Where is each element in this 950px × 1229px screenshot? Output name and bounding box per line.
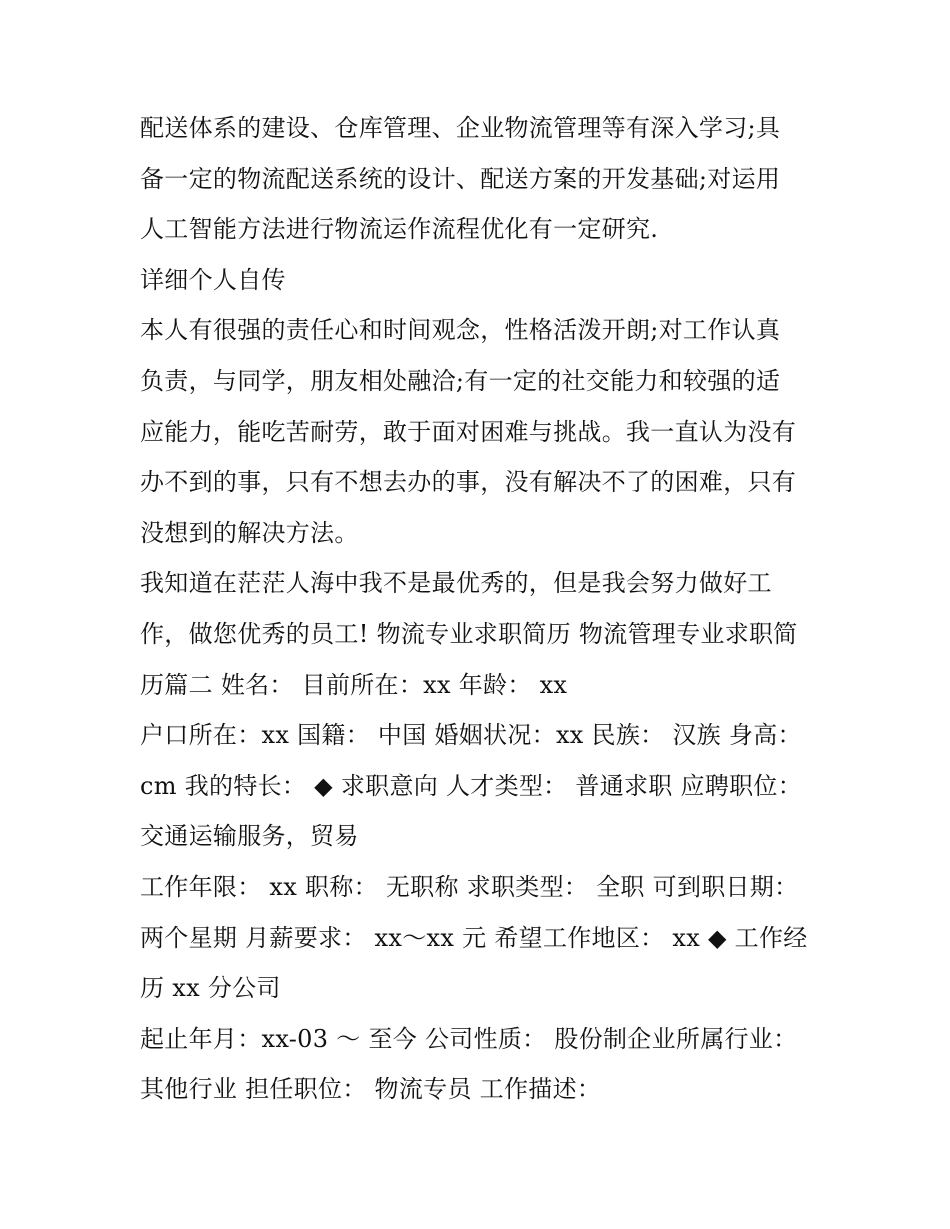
document-body	[140, 103, 820, 1115]
text-line: 交通运输服务，贸易	[140, 822, 359, 851]
text-line: 办不到的事，只有不想去办的事，没有解决不了的困难，只有	[140, 468, 797, 497]
text-line: cm 我的特长： ◆ 求职意向 人才类型： 普通求职 应聘职位：	[140, 771, 803, 800]
text-line: 工作年限： xx 职称： 无职称 求职类型： 全职 可到职日期：	[140, 872, 799, 901]
text-line: 两个星期 月薪要求： xx～xx 元 希望工作地区： xx ◆ 工作经	[140, 923, 808, 952]
text-line: 历篇二 姓名： 目前所在：xx 年龄： xx	[140, 670, 568, 699]
section-heading: 详细个人自传	[140, 265, 286, 294]
text-line: 人工智能方法进行物流运作流程优化有一定研究.	[140, 215, 659, 244]
text-line: 应能力，能吃苦耐劳，敢于面对困难与挑战。我一直认为没有	[140, 417, 797, 446]
text-line: 负责，与同学，朋友相处融洽;有一定的社交能力和较强的适	[140, 366, 781, 395]
text-line: 没想到的解决方法。	[140, 518, 359, 547]
text-line: 本人有很强的责任心和时间观念，性格活泼开朗;对工作认真	[140, 316, 781, 345]
text-line: 作，做您优秀的员工! 物流专业求职简历 物流管理专业求职简	[140, 619, 798, 648]
text-line: 备一定的物流配送系统的设计、配送方案的开发基础;对运用	[140, 164, 781, 193]
text-line: 起止年月：xx-03 ～ 至今 公司性质： 股份制企业所属行业：	[140, 1024, 798, 1053]
text-line: 历 xx 分公司	[140, 974, 281, 1003]
text-line: 其他行业 担任职位： 物流专员 工作描述：	[140, 1075, 602, 1104]
text-line: 户口所在：xx 国籍： 中国 婚姻状况：xx 民族： 汉族 身高：	[140, 721, 802, 750]
text-line: 配送体系的建设、仓库管理、企业物流管理等有深入学习;具	[140, 114, 781, 142]
text-line: 我知道在茫茫人海中我不是最优秀的，但是我会努力做好工	[140, 569, 772, 598]
